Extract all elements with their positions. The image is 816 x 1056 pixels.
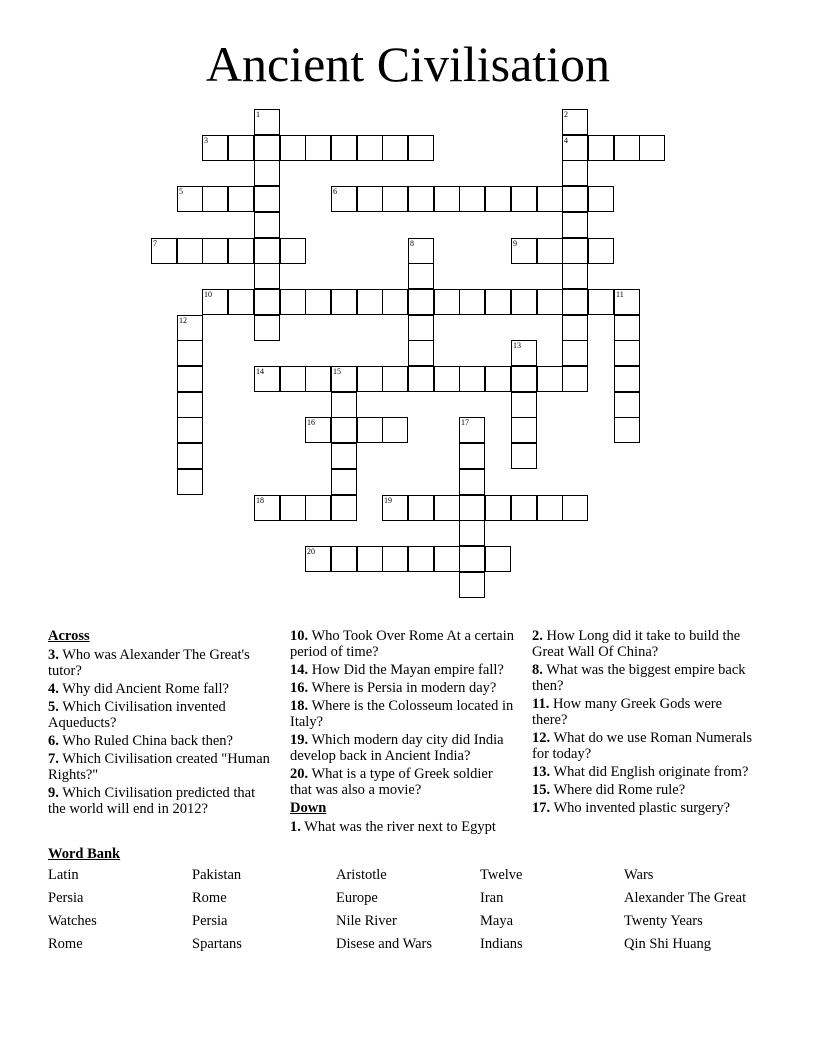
grid-cell[interactable] [305, 366, 331, 392]
grid-cell[interactable] [408, 366, 434, 392]
grid-cell[interactable] [614, 392, 640, 418]
word-bank-item: Latin [48, 867, 79, 883]
clue-number: 11 [616, 290, 624, 299]
clue-across-14: 14. How Did the Mayan empire fall? [290, 662, 504, 678]
grid-cell[interactable] [537, 289, 563, 315]
clue-across-5: 5. Which Civilisation invented Aqueducts? [48, 699, 226, 731]
grid-cell[interactable] [459, 546, 485, 572]
grid-cell[interactable] [434, 546, 460, 572]
clue-number: 12 [179, 316, 187, 325]
word-bank-item: Persia [192, 913, 228, 929]
clue-number: 15 [333, 367, 341, 376]
clue-across-20: 20. What is a type of Greek soldier that was also a movie? [290, 766, 493, 798]
grid-cell[interactable] [202, 289, 228, 315]
grid-cell[interactable] [562, 340, 588, 366]
grid-cell[interactable] [177, 186, 203, 212]
grid-cell[interactable] [254, 289, 280, 315]
word-bank-item: Rome [192, 890, 227, 906]
grid-cell[interactable] [511, 238, 537, 264]
grid-cell[interactable] [305, 289, 331, 315]
grid-cell[interactable] [177, 340, 203, 366]
grid-cell[interactable] [408, 135, 434, 161]
grid-cell[interactable] [280, 366, 306, 392]
grid-cell[interactable] [511, 366, 537, 392]
grid-cell[interactable] [177, 392, 203, 418]
grid-cell[interactable] [382, 186, 408, 212]
clues-column-3 [532, 628, 757, 818]
grid-cell[interactable] [588, 238, 614, 264]
clue-across-19: 19. Which modern day city did India develop back in Ancient India? [290, 732, 504, 764]
clue-number: 6 [333, 187, 337, 196]
grid-cell[interactable] [562, 160, 588, 186]
clue-number: 7 [153, 239, 157, 248]
grid-cell[interactable] [202, 238, 228, 264]
grid-cell[interactable] [357, 417, 383, 443]
clue-number: 4 [564, 136, 568, 145]
grid-cell[interactable] [459, 469, 485, 495]
grid-cell[interactable] [177, 469, 203, 495]
clue-down-15: 15. Where did Rome rule? [532, 782, 686, 798]
grid-cell[interactable] [254, 186, 280, 212]
clue-across-7: 7. Which Civilisation created "Human Rights?" [48, 751, 270, 783]
grid-cell[interactable] [254, 135, 280, 161]
grid-cell[interactable] [177, 238, 203, 264]
grid-cell[interactable] [562, 263, 588, 289]
grid-cell[interactable] [511, 289, 537, 315]
clues-column-1 [48, 628, 273, 819]
grid-cell[interactable] [331, 392, 357, 418]
grid-cell[interactable] [254, 263, 280, 289]
word-bank-item: Qin Shi Huang [624, 936, 711, 952]
grid-cell[interactable] [382, 495, 408, 521]
clue-number: 9 [513, 239, 517, 248]
grid-cell[interactable] [151, 238, 177, 264]
grid-cell[interactable] [382, 417, 408, 443]
grid-cell[interactable] [485, 186, 511, 212]
grid-cell[interactable] [485, 289, 511, 315]
grid-cell[interactable] [305, 495, 331, 521]
word-bank-item: Spartans [192, 936, 242, 952]
grid-cell[interactable] [485, 366, 511, 392]
across-heading: Across [48, 628, 90, 644]
word-bank-item: Disese and Wars [336, 936, 433, 952]
grid-cell[interactable] [331, 289, 357, 315]
clue-number: 10 [204, 290, 212, 299]
grid-cell[interactable] [228, 289, 254, 315]
grid-cell[interactable] [331, 135, 357, 161]
grid-cell[interactable] [280, 289, 306, 315]
grid-cell[interactable] [485, 495, 511, 521]
clue-number: 19 [384, 496, 392, 505]
grid-cell[interactable] [202, 186, 228, 212]
word-bank-item: Europe [336, 890, 378, 906]
grid-cell[interactable] [305, 417, 331, 443]
word-bank-item: Aristotle [336, 867, 387, 883]
grid-cell[interactable] [562, 366, 588, 392]
clue-number: 20 [307, 547, 315, 556]
grid-cell[interactable] [254, 109, 280, 135]
clue-number: 5 [179, 187, 183, 196]
clue-across-16: 16. Where is Persia in modern day? [290, 680, 497, 696]
grid-cell[interactable] [254, 315, 280, 341]
grid-cell[interactable] [331, 417, 357, 443]
grid-cell[interactable] [331, 443, 357, 469]
word-bank-item: Watches [48, 913, 97, 929]
clue-number: 14 [256, 367, 264, 376]
grid-cell[interactable] [459, 417, 485, 443]
grid-cell[interactable] [614, 417, 640, 443]
grid-cell[interactable] [357, 366, 383, 392]
grid-cell[interactable] [408, 263, 434, 289]
grid-cell[interactable] [434, 495, 460, 521]
clue-number: 8 [410, 239, 414, 248]
grid-cell[interactable] [588, 289, 614, 315]
puzzle-title: Ancient Civilisation [205, 36, 611, 92]
down-heading: Down [290, 800, 327, 816]
grid-cell[interactable] [408, 238, 434, 264]
grid-cell[interactable] [537, 495, 563, 521]
grid-cell[interactable] [434, 366, 460, 392]
grid-cell[interactable] [614, 135, 640, 161]
grid-cell[interactable] [331, 366, 357, 392]
clue-number: 17 [461, 418, 469, 427]
grid-cell[interactable] [614, 340, 640, 366]
grid-cell[interactable] [614, 289, 640, 315]
grid-cell[interactable] [177, 366, 203, 392]
clue-across-9: 9. Which Civilisation predicted that the world will end in 2012? [48, 785, 256, 817]
grid-cell[interactable] [228, 238, 254, 264]
word-bank-item: Iran [480, 890, 504, 906]
clue-number: 1 [256, 110, 260, 119]
clue-down-13: 13. What did English originate from? [532, 764, 749, 780]
grid-cell[interactable] [614, 315, 640, 341]
grid-cell[interactable] [537, 238, 563, 264]
clue-down-17: 17. Who invented plastic surgery? [532, 800, 730, 816]
grid-cell[interactable] [588, 186, 614, 212]
grid-cell[interactable] [305, 135, 331, 161]
word-bank-item: Indians [480, 936, 523, 952]
grid-cell[interactable] [511, 186, 537, 212]
grid-cell[interactable] [357, 186, 383, 212]
clue-down-11: 11. How many Greek Gods were there? [532, 696, 723, 728]
grid-cell[interactable] [562, 186, 588, 212]
grid-cell[interactable] [459, 366, 485, 392]
grid-cell[interactable] [254, 212, 280, 238]
grid-cell[interactable] [511, 443, 537, 469]
grid-cell[interactable] [588, 135, 614, 161]
grid-cell[interactable] [511, 417, 537, 443]
grid-cell[interactable] [280, 238, 306, 264]
grid-cell[interactable] [331, 546, 357, 572]
clue-number: 3 [204, 136, 208, 145]
grid-cell[interactable] [408, 315, 434, 341]
grid-cell[interactable] [511, 340, 537, 366]
grid-cell[interactable] [459, 443, 485, 469]
grid-cell[interactable] [280, 135, 306, 161]
grid-cell[interactable] [254, 160, 280, 186]
clue-down-12: 12. What do we use Roman Numerals for today? [532, 730, 753, 762]
grid-cell[interactable] [408, 340, 434, 366]
word-bank-item: Twenty Years [624, 913, 703, 929]
grid-cell[interactable] [177, 315, 203, 341]
word-bank-item: Nile River [336, 913, 397, 929]
grid-cell[interactable] [459, 495, 485, 521]
grid-cell[interactable] [382, 546, 408, 572]
grid-cell[interactable] [639, 135, 665, 161]
clue-across-4: 4. Why did Ancient Rome fall? [48, 681, 229, 697]
word-bank-item: Maya [480, 913, 514, 929]
grid-cell[interactable] [254, 238, 280, 264]
grid-cell[interactable] [562, 212, 588, 238]
clue-across-6: 6. Who Ruled China back then? [48, 733, 233, 749]
clue-number: 13 [513, 341, 521, 350]
grid-cell[interactable] [485, 546, 511, 572]
grid-cell[interactable] [408, 186, 434, 212]
grid-cell[interactable] [280, 495, 306, 521]
grid-cell[interactable] [331, 495, 357, 521]
grid-cell[interactable] [228, 186, 254, 212]
clue-down-1: 1. What was the river next to Egypt [290, 819, 496, 835]
clue-across-10: 10. Who Took Over Rome At a certain period of time? [290, 628, 514, 660]
grid-cell[interactable] [459, 289, 485, 315]
grid-cell[interactable] [562, 289, 588, 315]
grid-cell[interactable] [408, 546, 434, 572]
clue-number: 16 [307, 418, 315, 427]
word-bank-item: Twelve [480, 867, 523, 883]
grid-cell[interactable] [537, 186, 563, 212]
word-bank-item: Persia [48, 890, 84, 906]
grid-cell[interactable] [305, 546, 331, 572]
grid-cell[interactable] [357, 546, 383, 572]
grid-cell[interactable] [537, 366, 563, 392]
grid-cell[interactable] [382, 289, 408, 315]
grid-cell[interactable] [331, 186, 357, 212]
grid-cell[interactable] [434, 186, 460, 212]
grid-cell[interactable] [382, 366, 408, 392]
grid-cell[interactable] [459, 520, 485, 546]
grid-cell[interactable] [254, 495, 280, 521]
grid-cell[interactable] [459, 572, 485, 598]
grid-cell[interactable] [408, 495, 434, 521]
word-bank [48, 866, 778, 953]
grid-cell[interactable] [331, 469, 357, 495]
grid-cell[interactable] [357, 289, 383, 315]
grid-cell[interactable] [562, 495, 588, 521]
grid-cell[interactable] [177, 443, 203, 469]
grid-cell[interactable] [511, 495, 537, 521]
grid-cell[interactable] [254, 366, 280, 392]
grid-cell[interactable] [562, 315, 588, 341]
grid-cell[interactable] [408, 289, 434, 315]
grid-cell[interactable] [562, 109, 588, 135]
word-bank-item: Alexander The Great [624, 890, 747, 906]
word-bank-item: Rome [48, 936, 83, 952]
grid-cell[interactable] [434, 289, 460, 315]
grid-cell[interactable] [459, 186, 485, 212]
clues-column-2 [290, 628, 518, 837]
clue-across-18: 18. Where is the Colosseum located in Italy? [290, 698, 514, 730]
grid-cell[interactable] [228, 135, 254, 161]
clue-down-2: 2. How Long did it take to build the Great Wall Of China? [532, 628, 741, 660]
clue-number: 18 [256, 496, 264, 505]
clue-down-8: 8. What was the biggest empire back then? [532, 662, 746, 694]
grid-cell[interactable] [614, 366, 640, 392]
word-bank-item: Pakistan [192, 867, 242, 883]
grid-cell[interactable] [357, 135, 383, 161]
word-bank-item: Wars [624, 867, 654, 883]
grid-cell[interactable] [177, 417, 203, 443]
clue-number: 2 [564, 110, 568, 119]
word-bank-heading: Word Bank [48, 846, 121, 862]
grid-cell[interactable] [511, 392, 537, 418]
grid-cell[interactable] [202, 135, 228, 161]
grid-cell[interactable] [562, 135, 588, 161]
grid-cell[interactable] [382, 135, 408, 161]
grid-cell[interactable] [562, 238, 588, 264]
clue-across-3: 3. Who was Alexander The Great's tutor? [48, 647, 250, 679]
